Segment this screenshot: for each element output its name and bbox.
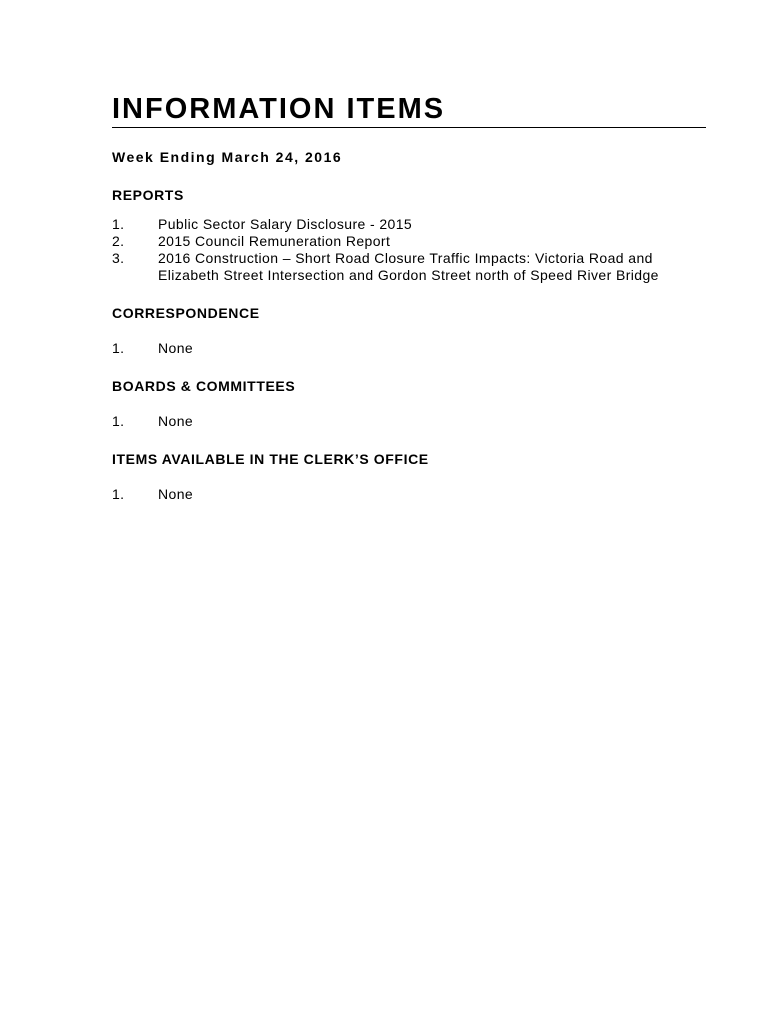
item-text: Public Sector Salary Disclosure - 2015: [158, 216, 413, 232]
document-page: [112, 92, 706, 503]
section-correspondence: [112, 304, 706, 357]
section-reports: [112, 186, 706, 284]
section-heading-correspondence: CORRESPONDENCE: [112, 305, 260, 321]
list-item: [112, 250, 706, 284]
item-number: 1.: [112, 486, 125, 502]
section-heading-clerks-office: ITEMS AVAILABLE IN THE CLERK’S OFFICE: [112, 451, 429, 467]
correspondence-list: [112, 340, 706, 357]
list-item: [112, 486, 706, 503]
reports-list: [112, 216, 706, 284]
list-item: [112, 216, 706, 233]
item-number: 1.: [112, 340, 125, 356]
list-item: [112, 233, 706, 250]
week-ending-date: Week Ending March 24, 2016: [112, 149, 343, 165]
item-number: 1.: [112, 216, 125, 232]
item-number: 1.: [112, 413, 125, 429]
list-item: [112, 340, 706, 357]
item-text: None: [158, 340, 194, 356]
item-text: None: [158, 486, 194, 502]
section-heading-boards-committees: BOARDS & COMMITTEES: [112, 378, 296, 394]
item-number: 3.: [112, 250, 125, 266]
item-number: 2.: [112, 233, 125, 249]
clerks-office-list: [112, 486, 706, 503]
section-clerks-office: [112, 450, 706, 503]
item-text: None: [158, 413, 194, 429]
list-item: [112, 413, 706, 430]
boards-list: [112, 413, 706, 430]
item-text: 2015 Council Remuneration Report: [158, 233, 391, 249]
document-title: INFORMATION ITEMS: [112, 92, 706, 128]
item-text: 2016 Construction – Short Road Closure Traffic Impacts: Victoria Road and Elizabeth Street Intersection and Gordon Street north of Speed River Bridge: [158, 250, 659, 283]
section-boards-committees: [112, 377, 706, 430]
section-heading-reports: REPORTS: [112, 187, 184, 203]
